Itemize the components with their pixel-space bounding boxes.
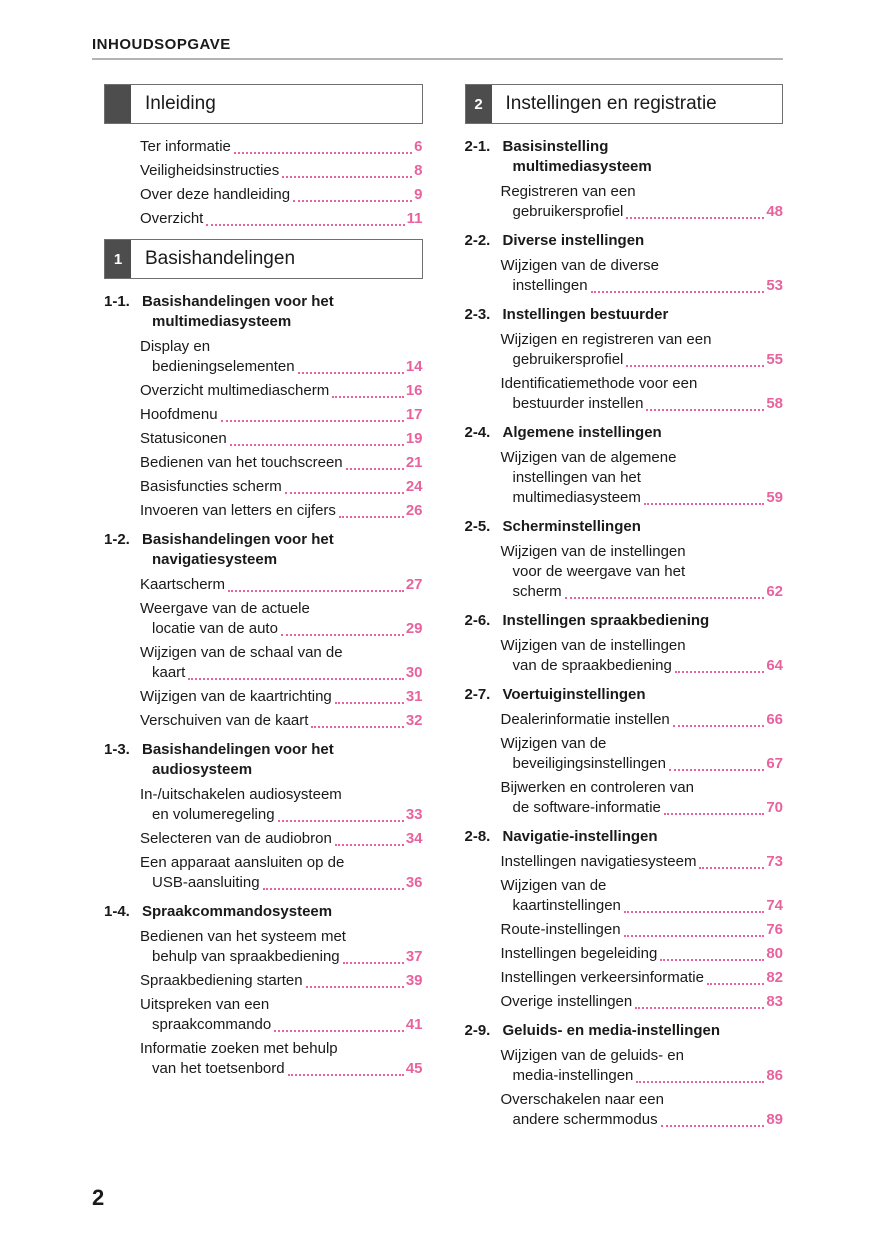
- toc-group-number: 2-4.: [464, 424, 491, 441]
- toc-entry: [140, 687, 423, 707]
- toc-group-title: [503, 231, 784, 251]
- page-ref: 26: [405, 502, 423, 519]
- toc-entry-text: Instellingen begeleiding: [500, 945, 658, 962]
- toc-entry-text: de software-informatie: [512, 799, 661, 816]
- dotted-leader: [293, 200, 412, 202]
- toc-entry: [140, 853, 423, 893]
- toc-group-title-line: multimediasysteem: [512, 158, 652, 175]
- toc-entry: [140, 927, 423, 967]
- toc-entry-line: [501, 1066, 784, 1086]
- toc-entry-line: [140, 873, 423, 893]
- toc-entry-line: [140, 429, 423, 449]
- toc-entry: [501, 710, 784, 730]
- toc-group-title-line: Diverse instellingen: [502, 232, 645, 249]
- dotted-leader: [281, 634, 404, 636]
- dotted-leader: [660, 959, 764, 961]
- toc-entry-line: [501, 944, 784, 964]
- toc-entry-line: [501, 992, 784, 1012]
- page-ref: 58: [766, 395, 783, 412]
- toc-group-number: 2-5.: [464, 518, 491, 535]
- toc-entry-text: spraakcommando: [152, 1016, 272, 1033]
- toc-entry-line: [140, 829, 423, 849]
- page-ref: 11: [406, 210, 423, 227]
- toc-group-title: [503, 685, 784, 705]
- toc-group-number: 2-2.: [464, 232, 491, 249]
- toc-entry: [140, 209, 423, 229]
- toc-column-right: [465, 84, 784, 1134]
- dotted-leader: [661, 1125, 765, 1127]
- toc-group-title-line: Navigatie-instellingen: [502, 828, 658, 845]
- page-ref: 64: [766, 657, 783, 674]
- toc-entry-line: [140, 209, 423, 229]
- dotted-leader: [707, 983, 764, 985]
- toc-entry-line: [501, 896, 784, 916]
- toc-entry: [501, 636, 784, 676]
- page-ref: 41: [405, 1016, 423, 1033]
- toc-group-title: [142, 292, 423, 332]
- dotted-leader: [332, 396, 404, 398]
- page-ref: 48: [766, 203, 783, 220]
- toc-group-title: [503, 423, 784, 443]
- dotted-leader: [636, 1081, 764, 1083]
- toc-entry: [501, 1046, 784, 1086]
- toc-group-title: [503, 1021, 784, 1041]
- toc-entry-line: Wijzigen van de schaal van de: [140, 644, 343, 661]
- toc-entry-text: Dealerinformatie instellen: [500, 711, 670, 728]
- toc-entry-text: Overige instellingen: [500, 993, 633, 1010]
- toc-entry-text: beveiligingsinstellingen: [512, 755, 666, 772]
- toc-group-title-line: audiosysteem: [152, 761, 253, 778]
- page-ref: 24: [405, 478, 423, 495]
- dotted-leader: [298, 372, 404, 374]
- section-number-tab: 2: [466, 85, 492, 123]
- section-header: [104, 239, 423, 279]
- toc-entry: [140, 429, 423, 449]
- toc-entry-line: [501, 276, 784, 296]
- page-ref: 45: [405, 1060, 423, 1077]
- toc-entry-line: [140, 687, 423, 707]
- toc-entry-line: [501, 754, 784, 774]
- page-ref: 34: [405, 830, 423, 847]
- toc-entry-text: gebruikersprofiel: [512, 351, 624, 368]
- toc-group-heading: [104, 902, 423, 922]
- toc-entry-line: [501, 350, 784, 370]
- toc-entry: [140, 1039, 423, 1079]
- toc-entry: [140, 575, 423, 595]
- toc-entry-line: Wijzigen van de algemene: [500, 449, 677, 466]
- toc-entry: [501, 992, 784, 1012]
- toc-entry-line: [501, 798, 784, 818]
- toc-entry-line: Informatie zoeken met behulp: [140, 1040, 338, 1057]
- toc-entry-line: [140, 405, 423, 425]
- toc-group-title-line: Spraakcommandosysteem: [142, 903, 333, 920]
- dotted-leader: [263, 888, 404, 890]
- dotted-leader: [306, 986, 404, 988]
- toc-entry: [140, 829, 423, 849]
- toc-entry-line: Wijzigen van de: [500, 877, 607, 894]
- toc-group-title-line: Basishandelingen voor het: [142, 531, 334, 548]
- dotted-leader: [311, 726, 403, 728]
- dotted-leader: [335, 702, 404, 704]
- toc-entry-text: kaartinstellingen: [512, 897, 621, 914]
- toc-entry-line: [140, 575, 423, 595]
- section-title: Instellingen en registratie: [505, 93, 717, 114]
- toc-entry: [140, 501, 423, 521]
- page-ref: 83: [766, 993, 783, 1010]
- dotted-leader: [228, 590, 404, 592]
- toc-group-number: 2-1.: [464, 138, 491, 155]
- toc-entry-line: [140, 357, 423, 377]
- toc-group-number: 2-3.: [464, 306, 491, 323]
- page-ref: 53: [766, 277, 783, 294]
- dotted-leader: [626, 217, 764, 219]
- toc-entry-text: andere schermmodus: [512, 1111, 658, 1128]
- toc-entry-line: [140, 1015, 423, 1035]
- toc-entry-line: Wijzigen van de geluids- en: [500, 1047, 684, 1064]
- toc-entry-line: [501, 582, 784, 602]
- dotted-leader: [188, 678, 403, 680]
- page-ref: 70: [766, 799, 783, 816]
- section-number-tab: [105, 85, 131, 123]
- toc-entry-text: bedieningselementen: [152, 358, 295, 375]
- toc-entry: [140, 453, 423, 473]
- toc-entry-text: Instellingen verkeersinformatie: [500, 969, 704, 986]
- toc-entry-line: [140, 185, 423, 205]
- toc-entry: [140, 477, 423, 497]
- dotted-leader: [669, 769, 764, 771]
- footer-page-number: 2: [92, 1185, 105, 1210]
- toc-entry-line: Display en: [140, 338, 211, 355]
- toc-entry: [140, 405, 423, 425]
- dotted-leader: [221, 420, 404, 422]
- toc-entry: [501, 542, 784, 602]
- toc-entry-line: [140, 477, 423, 497]
- page-ref: 66: [766, 711, 783, 728]
- toc-entry-line: [140, 711, 423, 731]
- toc-entry-line: [140, 947, 423, 967]
- dotted-leader: [664, 813, 764, 815]
- toc-entry-line: [140, 501, 423, 521]
- page-ref: 39: [405, 972, 423, 989]
- toc-entry-line: [501, 1110, 784, 1130]
- toc-entry-text: media-instellingen: [512, 1067, 634, 1084]
- toc-entry-line: [501, 852, 784, 872]
- toc-entry: [501, 256, 784, 296]
- toc-group-heading: [465, 685, 784, 705]
- toc-entry-text: Selecteren van de audiobron: [140, 830, 332, 847]
- toc-entry-line: Wijzigen en registreren van een: [500, 331, 712, 348]
- toc-entry-line: [501, 656, 784, 676]
- toc-group-title-line: multimediasysteem: [152, 313, 292, 330]
- toc-entry-line: [140, 137, 423, 157]
- toc-entry: [140, 337, 423, 377]
- page-ref: 62: [766, 583, 783, 600]
- dotted-leader: [234, 152, 412, 154]
- toc-entry-line: instellingen van het: [512, 469, 641, 486]
- dotted-leader: [673, 725, 765, 727]
- toc-entry-line: Identificatiemethode voor een: [500, 375, 698, 392]
- toc-column-left: [104, 84, 423, 1134]
- dotted-leader: [282, 176, 412, 178]
- toc-group-heading: [465, 305, 784, 325]
- section-header: [465, 84, 784, 124]
- dotted-leader: [624, 935, 765, 937]
- toc-group-title-line: Instellingen spraakbediening: [502, 612, 710, 629]
- toc-entry-text: Ter informatie: [140, 138, 231, 155]
- toc-group-title-line: Scherminstellingen: [502, 518, 641, 535]
- toc-group-heading: [465, 611, 784, 631]
- toc-group-heading: [465, 517, 784, 537]
- toc-entry-text: Overzicht: [140, 210, 204, 227]
- page-header: INHOUDSOPGAVE: [92, 36, 231, 53]
- toc-entry-text: Verschuiven van de kaart: [140, 712, 309, 729]
- toc-group-title-line: Algemene instellingen: [502, 424, 662, 441]
- toc-entry-line: [140, 805, 423, 825]
- toc-entry: [501, 876, 784, 916]
- toc-entry-text: Basisfuncties scherm: [140, 478, 282, 495]
- toc-entry-line: Wijzigen van de instellingen: [500, 543, 686, 560]
- page-ref: 82: [766, 969, 783, 986]
- toc-group-title: [503, 517, 784, 537]
- toc-entry-line: [501, 394, 784, 414]
- dotted-leader: [626, 365, 764, 367]
- toc-entry-line: Weergave van de actuele: [140, 600, 310, 617]
- section-header: [104, 84, 423, 124]
- toc-entry: [140, 599, 423, 639]
- dotted-leader: [346, 468, 404, 470]
- toc-group-number: 1-4.: [104, 903, 130, 920]
- toc-entry-text: Statusiconen: [140, 430, 227, 447]
- toc-entry-text: Kaartscherm: [140, 576, 226, 593]
- toc-entry-line: Wijzigen van de: [500, 735, 607, 752]
- toc-entry: [140, 161, 423, 181]
- toc-entry-text: Overzicht multimediascherm: [140, 382, 330, 399]
- toc-group-number: 2-9.: [464, 1022, 491, 1039]
- toc-entry: [501, 778, 784, 818]
- dotted-leader: [624, 911, 764, 913]
- toc-group-title-line: Basishandelingen voor het: [142, 741, 334, 758]
- toc-entry-line: [501, 488, 784, 508]
- dotted-leader: [699, 867, 764, 869]
- toc-group-title: [142, 530, 423, 570]
- page-ref: 76: [766, 921, 783, 938]
- toc-entry: [501, 330, 784, 370]
- dotted-leader: [646, 409, 764, 411]
- toc-entry-text: Route-instellingen: [500, 921, 621, 938]
- dotted-leader: [644, 503, 764, 505]
- page-ref: 80: [766, 945, 783, 962]
- toc-entry-text: Veiligheidsinstructies: [140, 162, 280, 179]
- toc-entry: [501, 944, 784, 964]
- section-number-tab: 1: [105, 240, 131, 278]
- toc-entry: [140, 711, 423, 731]
- toc-group-heading: [465, 423, 784, 443]
- toc-group-number: 1-1.: [104, 293, 130, 310]
- page-ref: 17: [405, 406, 423, 423]
- page-ref: 16: [405, 382, 423, 399]
- toc-entry-text: multimediasysteem: [512, 489, 641, 506]
- toc-entry-line: Bedienen van het systeem met: [140, 928, 346, 945]
- page-ref: 67: [766, 755, 783, 772]
- toc-entry: [140, 785, 423, 825]
- toc-group-title: [503, 611, 784, 631]
- toc-group-number: 1-3.: [104, 741, 130, 758]
- dotted-leader: [285, 492, 404, 494]
- toc-entry-text: scherm: [512, 583, 562, 600]
- toc-entry-line: Een apparaat aansluiten op de: [140, 854, 345, 871]
- toc-entry-text: en volumeregeling: [152, 806, 275, 823]
- toc-entry: [501, 968, 784, 988]
- toc-entry-line: Wijzigen van de instellingen: [500, 637, 686, 654]
- page-ref: 37: [405, 948, 423, 965]
- dotted-leader: [230, 444, 404, 446]
- toc-group-title-line: Basisinstelling: [502, 138, 609, 155]
- toc-entry-line: [140, 1059, 423, 1079]
- page-ref: 59: [766, 489, 783, 506]
- page-ref: 27: [405, 576, 423, 593]
- toc-entry-line: Bijwerken en controleren van: [500, 779, 694, 796]
- section-title: Basishandelingen: [145, 248, 296, 269]
- section-title: Inleiding: [145, 93, 216, 114]
- dotted-leader: [339, 516, 404, 518]
- page-ref: 6: [414, 138, 423, 155]
- toc-entry-text: Wijzigen van de kaartrichting: [140, 688, 332, 705]
- toc-group-number: 1-2.: [104, 531, 130, 548]
- page-ref: 32: [405, 712, 423, 729]
- toc-group-title: [503, 137, 784, 177]
- dotted-leader: [675, 671, 765, 673]
- toc-entry-text: bestuurder instellen: [512, 395, 644, 412]
- page-ref: 55: [766, 351, 783, 368]
- toc-entry: [140, 995, 423, 1035]
- dotted-leader: [565, 597, 765, 599]
- toc-entry-line: [140, 453, 423, 473]
- page-ref: 21: [405, 454, 423, 471]
- page-ref: 8: [414, 162, 423, 179]
- dotted-leader: [591, 291, 765, 293]
- header-divider: [92, 58, 783, 60]
- toc-entry-text: Instellingen navigatiesysteem: [500, 853, 697, 870]
- toc-entry-text: Spraakbediening starten: [140, 972, 303, 989]
- dotted-leader: [635, 1007, 764, 1009]
- toc-group-number: 2-6.: [464, 612, 491, 629]
- page-ref: 29: [405, 620, 423, 637]
- toc-entry-line: [501, 202, 784, 222]
- toc-entry-line: [140, 619, 423, 639]
- dotted-leader: [335, 844, 404, 846]
- toc-entry-text: Invoeren van letters en cijfers: [140, 502, 336, 519]
- toc-entry-line: In-/uitschakelen audiosysteem: [140, 786, 342, 803]
- toc-entry-text: van het toetsenbord: [152, 1060, 285, 1077]
- page-ref: 33: [405, 806, 423, 823]
- toc-group-heading: [104, 530, 423, 570]
- toc-entry-line: [140, 161, 423, 181]
- toc-entry: [501, 374, 784, 414]
- toc-group-title: [503, 305, 784, 325]
- toc-group-title: [503, 827, 784, 847]
- page-ref: 89: [766, 1111, 783, 1128]
- toc-entry-text: USB-aansluiting: [152, 874, 260, 891]
- toc-group-title-line: Voertuiginstellingen: [502, 686, 646, 703]
- toc-entry-text: gebruikersprofiel: [512, 203, 624, 220]
- toc-group-heading: [104, 292, 423, 332]
- toc-entry: [501, 852, 784, 872]
- page-ref: 74: [766, 897, 783, 914]
- dotted-leader: [288, 1074, 404, 1076]
- toc-entry: [501, 734, 784, 774]
- toc-entry-text: Over deze handleiding: [140, 186, 291, 203]
- toc-entry-text: Bedienen van het touchscreen: [140, 454, 343, 471]
- page-ref: 86: [766, 1067, 783, 1084]
- dotted-leader: [278, 820, 404, 822]
- toc-entry-text: Hoofdmenu: [140, 406, 218, 423]
- toc-entry: [501, 448, 784, 508]
- toc-group-heading: [465, 827, 784, 847]
- toc-entry-text: behulp van spraakbediening: [152, 948, 340, 965]
- toc-group-title-line: Geluids- en media-instellingen: [502, 1022, 721, 1039]
- toc-entry-line: [501, 920, 784, 940]
- toc-entry-line: [501, 968, 784, 988]
- toc-entry-line: Uitspreken van een: [140, 996, 270, 1013]
- toc-entry-line: [501, 710, 784, 730]
- toc-entry-line: Wijzigen van de diverse: [500, 257, 659, 274]
- toc-group-heading: [465, 137, 784, 177]
- toc-entry: [140, 381, 423, 401]
- page-ref: 9: [414, 186, 423, 203]
- toc-group-title-line: navigatiesysteem: [152, 551, 278, 568]
- toc-group-title-line: Basishandelingen voor het: [142, 293, 334, 310]
- page-ref: 14: [405, 358, 423, 375]
- toc-entry: [501, 182, 784, 222]
- toc-columns: [104, 84, 783, 1134]
- toc-entry: [140, 185, 423, 205]
- toc-group-number: 2-8.: [464, 828, 491, 845]
- toc-group-heading: [104, 740, 423, 780]
- toc-group-title-line: Instellingen bestuurder: [502, 306, 669, 323]
- toc-entry-line: [140, 663, 423, 683]
- toc-entry-line: Overschakelen naar een: [500, 1091, 664, 1108]
- toc-entry-line: voor de weergave van het: [512, 563, 686, 580]
- toc-entry: [140, 643, 423, 683]
- page-ref: 19: [405, 430, 423, 447]
- toc-entry: [501, 920, 784, 940]
- toc-entry-text: kaart: [152, 664, 186, 681]
- page-ref: 30: [405, 664, 423, 681]
- page-ref: 36: [405, 874, 423, 891]
- toc-entry: [140, 137, 423, 157]
- page-ref: 73: [766, 853, 783, 870]
- toc-entry-line: [140, 381, 423, 401]
- toc-group-title: [142, 902, 423, 922]
- toc-entry-line: Registreren van een: [500, 183, 636, 200]
- toc-entry-text: locatie van de auto: [152, 620, 278, 637]
- toc-entry: [501, 1090, 784, 1130]
- toc-group-heading: [465, 231, 784, 251]
- dotted-leader: [206, 224, 404, 226]
- dotted-leader: [343, 962, 404, 964]
- toc-group-heading: [465, 1021, 784, 1041]
- toc-entry-text: van de spraakbediening: [512, 657, 672, 674]
- toc-group-number: 2-7.: [464, 686, 491, 703]
- toc-group-title: [142, 740, 423, 780]
- page-ref: 31: [405, 688, 423, 705]
- toc-entry-line: [140, 971, 423, 991]
- toc-entry: [140, 971, 423, 991]
- toc-entry-text: instellingen: [512, 277, 588, 294]
- dotted-leader: [274, 1030, 404, 1032]
